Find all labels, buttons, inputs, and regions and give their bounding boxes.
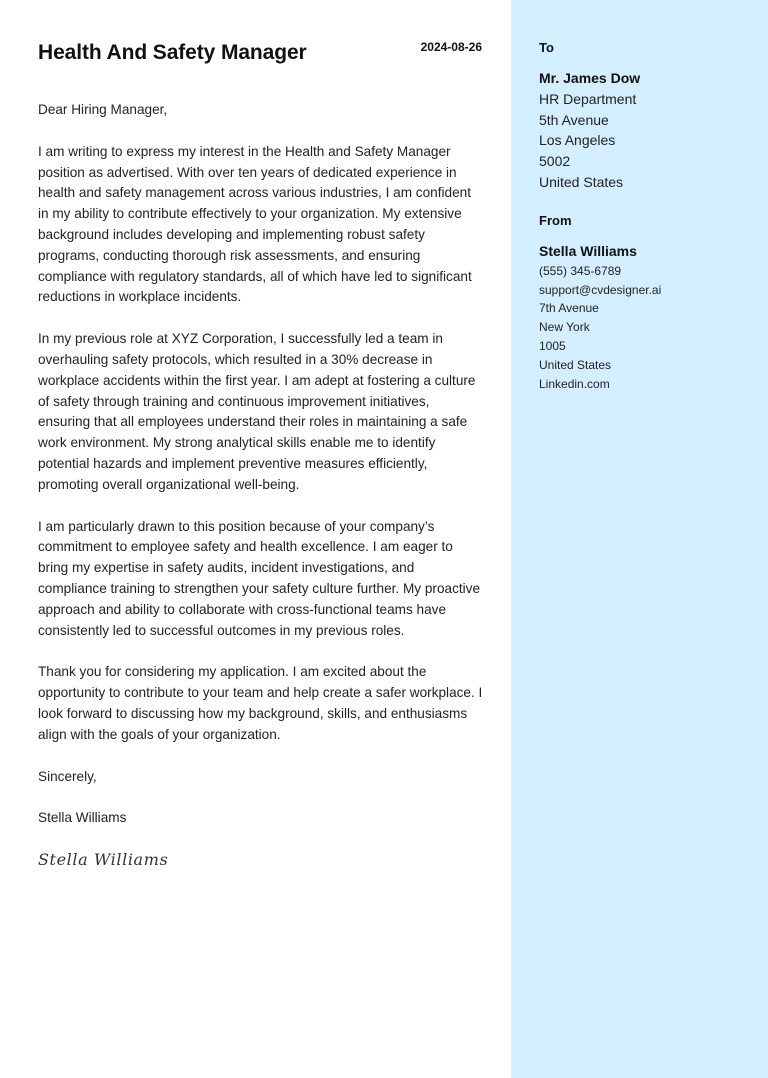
sender-city: New York (539, 320, 590, 335)
letter-date: 2024-08-26 (420, 40, 482, 54)
signature: Stella Williams (38, 850, 169, 870)
recipient-department: HR Department (539, 90, 637, 107)
page-title: Health And Safety Manager (38, 41, 307, 64)
recipient-block (539, 40, 759, 193)
sender-email: support@cvdesigner.ai (539, 282, 662, 297)
recipient-postal-code: 5002 (539, 153, 571, 170)
sender-postal-code: 1005 (539, 338, 566, 353)
letter-paragraph-4: Thank you for considering my application. I am excited about the opportunity to contribute to your team and help create a safer workplace. I look forward to discussing how my background, skills, and enthusiasms align with the goals of your organization. (38, 664, 483, 742)
closing: Sincerely, (38, 768, 97, 784)
recipient-street: 5th Avenue (539, 111, 609, 128)
sender-street: 7th Avenue (539, 301, 599, 316)
sender-name: Stella Williams (539, 243, 637, 259)
letter-paragraph-3: I am particularly drawn to this position because of your company’s commitment to employee safety and health excellence. I am eager to bring my expertise in safety audits, incident investigations, and compliance training to strengthen your safety culture further. My proactive approach and ability to collaborate with cross-functional teams have consistently led to successful outcomes in my previous roles. (38, 518, 481, 638)
sender-phone: (555) 345-6789 (539, 263, 622, 278)
recipient-city: Los Angeles (539, 132, 616, 149)
sender-heading: From (539, 213, 572, 228)
sender-block (539, 213, 759, 393)
letter-paragraph-1: I am writing to express my interest in the Health and Safety Manager position as advertised. With over ten years of dedicated experience in health and safety management across various industries, I am confident in my ability to contribute effectively to your organization. My extensive background includes developing and implementing robust safety programs, conducting thorough risk assessments, and ensuring compliance with regulatory standards, all of which have led to significant reductions in workplace incidents. (38, 143, 472, 305)
sender-linkedin: Linkedin.com (539, 376, 610, 391)
salutation: Dear Hiring Manager, (38, 102, 168, 117)
sender-country: United States (539, 357, 612, 372)
letter-body (38, 100, 484, 871)
recipient-heading: To (539, 40, 554, 55)
letter-paragraph-2: In my previous role at XYZ Corporation, I successfully led a team in overhauling safety protocols, which resulted in a 30% decrease in workplace accidents within the first year. I am adept at fostering a culture of safety through training and continuous improvement initiatives, ensuring that all employees understand their roles in maintaining a safe work environment. My strong analytical skills enable me to identify potential hazards and implement preventive measures efficiently, promoting overall organizational well-being. (38, 331, 476, 492)
recipient-country: United States (539, 173, 624, 190)
closing-name: Stella Williams (38, 810, 127, 826)
recipient-name: Mr. James Dow (539, 70, 641, 86)
